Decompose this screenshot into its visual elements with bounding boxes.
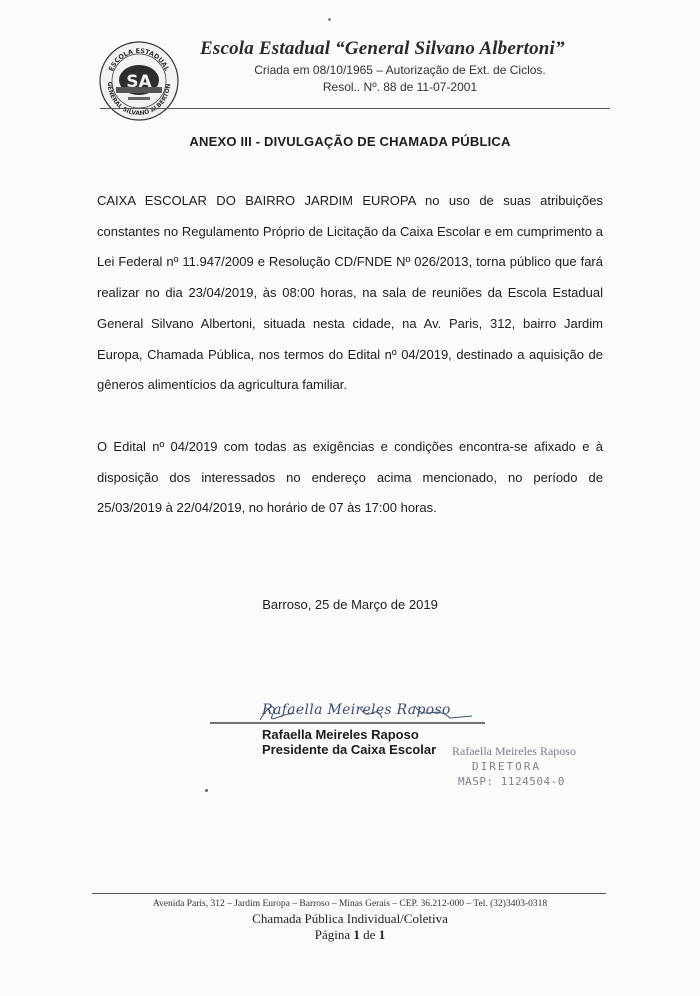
page-separator: de	[363, 927, 376, 942]
school-resolution-line: Resol.. Nº. 88 de 11-07-2001	[322, 80, 478, 94]
handwritten-signature: Rafaella Meireles Raposo	[262, 702, 451, 718]
stamp-masp: MASP: 1124504-0	[458, 775, 565, 788]
scan-speck	[205, 789, 208, 792]
body-paragraph-2: O Edital nº 04/2019 com todas as exigências e condições encontra-se afixado e à disposição dos interessados no endereço acima mencionado, no período de 25/03/2019 à 22/04/2019, no horário de 07 às 17:00 horas.	[97, 439, 603, 516]
school-name: Escola Estadual “General Silvano Albertoni”	[200, 38, 565, 59]
signatory-name: Rafaella Meireles Raposo	[262, 727, 419, 742]
footer-page-number	[0, 927, 700, 943]
page-total: 1	[378, 927, 386, 942]
footer-divider	[92, 893, 606, 894]
footer-document-type: Chamada Pública Individual/Coletiva	[252, 911, 448, 926]
school-founded-line: Criada em 08/10/1965 – Autorização de Ext. de Ciclos.	[254, 63, 546, 77]
body-paragraph-1: CAIXA ESCOLAR DO BAIRRO JARDIM EUROPA no uso de suas atribuições constantes no Regulamento Próprio de Licitação da Caixa Escolar e em cumprimento a Lei Federal nº 11.947/2009 e Resolução CD/FNDE Nº 026/2013, torna público que fará realizar no dia 23/04/2019, às 08:00 horas, na sala de reuniões da Escola Estadual General Silvano Albertoni, situada nesta cidade, na Av. Paris, 312, bairro Jardim Europa, Chamada Pública, nos termos do Edital nº 04/2019, destinado a aquisição de gêneros alimentícios da agricultura familiar.	[97, 193, 603, 393]
page-label: Página	[314, 927, 351, 942]
document-title: ANEXO III - DIVULGAÇÃO DE CHAMADA PÚBLICA	[189, 134, 511, 149]
stamp-name: Rafaella Meireles Raposo	[452, 744, 576, 758]
seal-bottom-text: GENERAL SILVANO ALBERTON	[105, 81, 173, 118]
school-seal-icon	[98, 40, 180, 122]
signatory-role: Presidente da Caixa Escolar	[262, 742, 437, 757]
seal-monogram: SA	[126, 72, 152, 92]
seal-top-text: ESCOLA ESTADUAL	[107, 46, 171, 73]
header-divider	[100, 108, 610, 109]
footer-address: Avenida Paris, 312 – Jardim Europa – Barroso – Minas Gerais – CEP. 36.212-000 – Tel. (32)3403-0318	[152, 899, 548, 909]
place-date-line: Barroso, 25 de Março de 2019	[262, 597, 438, 612]
scan-speck	[328, 18, 331, 21]
stamp-role: DIRETORA	[472, 760, 541, 773]
page-current: 1	[353, 927, 360, 942]
